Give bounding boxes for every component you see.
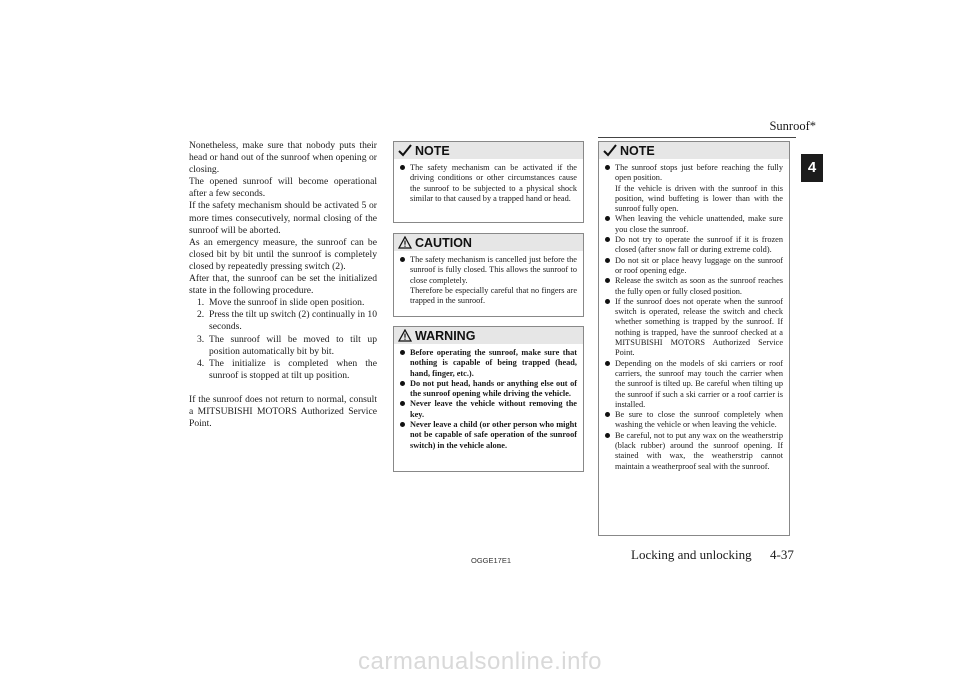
document-code: OGGE17E1 <box>471 556 512 565</box>
note-item <box>605 256 783 277</box>
note-item <box>400 163 577 204</box>
spacer <box>189 382 377 394</box>
caution-header <box>394 234 583 251</box>
warning-item-text: Before operating the sunroof, make sure that nothing is capable of being trapped (head, hand, finger, etc.). <box>410 348 577 378</box>
note-header <box>394 142 583 159</box>
caution-box <box>393 233 584 317</box>
note-item <box>605 235 783 256</box>
procedure-step <box>189 358 377 382</box>
footer-section-title: Locking and unlocking <box>631 547 752 562</box>
watermark: carmanualsonline.info <box>358 648 602 675</box>
procedure-step <box>189 297 377 309</box>
caution-item-text: Therefore be especially careful that no fingers are trapped in the sunroof. <box>410 285 577 306</box>
step-text: Press the tilt up switch (2) continually in 10 seconds. <box>209 309 377 333</box>
step-number: 2. <box>197 309 205 321</box>
caution-item-text: The safety mechanism is cancelled just before the sunroof is fully closed. This allows the sunroof to close completely. <box>410 255 577 285</box>
bullet-icon <box>605 165 610 170</box>
note-box <box>393 141 584 223</box>
step-number: 3. <box>197 333 205 345</box>
bullet-icon <box>400 381 405 386</box>
warning-triangle-icon <box>398 329 412 342</box>
warning-triangle-icon <box>398 236 412 249</box>
note-item-text: Do not try to operate the sunroof if it is frozen closed (after snow fall or during extreme cold). <box>615 235 783 255</box>
note-item <box>605 297 783 359</box>
bullet-icon <box>400 350 405 355</box>
note-item-text: Be careful, not to put any wax on the weatherstrip (black rubber) around the sunroof opening. If stained with wax, the weatherstrip cannot maintain a weatherproof seal with the sunroof. <box>615 430 783 471</box>
bullet-icon <box>605 237 610 242</box>
bullet-icon <box>400 257 405 262</box>
note-header <box>599 142 789 159</box>
note-item-text: Depending on the models of ski carriers or roof carriers, the sunroof may touch the carrier when the sunroof is tilted up. Be careful when tilting up the sunroof if such a ski carrier or a roof carrier is installed. <box>615 358 783 409</box>
note-body <box>394 159 583 210</box>
page-number: 4-37 <box>770 547 794 562</box>
bullet-icon <box>400 401 405 406</box>
note-item-text: If the vehicle is driven with the sunroof in this position, wind buffeting is lower than with the sunroof fully open. <box>615 183 783 214</box>
header-rule <box>598 137 796 138</box>
checkmark-icon <box>603 144 617 157</box>
warning-item <box>400 348 577 379</box>
note-item-text: The sunroof stops just before reaching the fully open position. <box>615 163 783 183</box>
note-item-text: Be sure to close the sunroof completely when washing the vehicle or when leaving the vehicle. <box>615 410 783 430</box>
note-title: NOTE <box>620 143 655 158</box>
chapter-tab: 4 <box>801 154 823 182</box>
note-item <box>605 163 783 214</box>
warning-item-text: Do not put head, hands or anything else out of the sunroof opening while driving the vehicle. <box>410 378 577 399</box>
checkmark-icon <box>398 144 412 157</box>
note-item <box>605 359 783 410</box>
caution-item <box>400 255 577 306</box>
note-body <box>599 159 789 478</box>
warning-item <box>400 379 577 400</box>
bullet-icon <box>605 278 610 283</box>
paragraph: Nonetheless, make sure that nobody puts their head or hand out of the sunroof when opening or closing. <box>189 140 377 176</box>
bullet-icon <box>400 422 405 427</box>
paragraph: If the sunroof does not return to normal, consult a MITSUBISHI MOTORS Authorized Service Point. <box>189 393 377 430</box>
bullet-icon <box>605 412 610 417</box>
warning-body <box>394 344 583 457</box>
note-item-text: Release the switch as soon as the sunroof reaches the fully open or fully closed position. <box>615 276 783 296</box>
paragraph: The opened sunroof will become operational after a few seconds. <box>189 176 377 200</box>
running-header-title: Sunroof* <box>769 119 816 133</box>
paragraph: As an emergency measure, the sunroof can be closed bit by bit until the sunroof is completely closed by repeatedly pressing switch (2). <box>189 236 377 272</box>
warning-item <box>400 420 577 451</box>
note-item <box>605 431 783 472</box>
note-item <box>605 276 783 297</box>
left-column-text <box>189 140 377 430</box>
note-item-text: When leaving the vehicle unattended, make sure you close the sunroof. <box>615 214 783 234</box>
warning-item <box>400 399 577 420</box>
procedure-step <box>189 334 377 358</box>
note-item <box>605 214 783 235</box>
bullet-icon <box>605 216 610 221</box>
bullet-icon <box>605 433 610 438</box>
warning-title: WARNING <box>415 328 476 343</box>
warning-item-text: Never leave the vehicle without removing the key. <box>410 399 577 419</box>
procedure-steps <box>189 297 377 382</box>
bullet-icon <box>605 258 610 263</box>
procedure-step <box>189 309 377 333</box>
bullet-icon <box>400 165 405 170</box>
step-text: The sunroof will be moved to tilt up position automatically bit by bit. <box>209 333 377 357</box>
caution-title: CAUTION <box>415 235 472 250</box>
note-item-text: The safety mechanism can be activated if the driving conditions or other circumstances cause the sunroof to be subjected to a physical shock similar to that caused by a trapped hand or head. <box>410 163 577 203</box>
step-number: 4. <box>197 357 205 369</box>
paragraph: After that, the sunroof can be set the initialized state in the following procedure. <box>189 273 377 297</box>
note-item-text: If the sunroof does not operate when the sunroof switch is operated, release the switch and check whether something is trapped by the sunroof. If nothing is trapped, have the sunroof checked at a MITSUBISHI MOTORS Authorized Service Point. <box>615 296 783 358</box>
step-text: The initialize is completed when the sunroof is stopped at tilt up position. <box>209 357 377 381</box>
warning-box <box>393 326 584 472</box>
note-item-text: Do not sit or place heavy luggage on the sunroof or roof opening edge. <box>615 255 783 275</box>
bullet-icon <box>605 361 610 366</box>
step-number: 1. <box>197 297 205 309</box>
bullet-icon <box>605 299 610 304</box>
step-text: Move the sunroof in slide open position. <box>209 297 365 309</box>
note-title: NOTE <box>415 143 450 158</box>
paragraph: If the safety mechanism should be activated 5 or more times consecutively, normal closing of the sunroof will be aborted. <box>189 200 377 236</box>
note-box <box>598 141 790 536</box>
warning-header <box>394 327 583 344</box>
warning-item-text: Never leave a child (or other person who might not be capable of safe operation of the sunroof switch) in the vehicle alone. <box>410 420 577 450</box>
note-item <box>605 410 783 431</box>
caution-body <box>394 251 583 312</box>
